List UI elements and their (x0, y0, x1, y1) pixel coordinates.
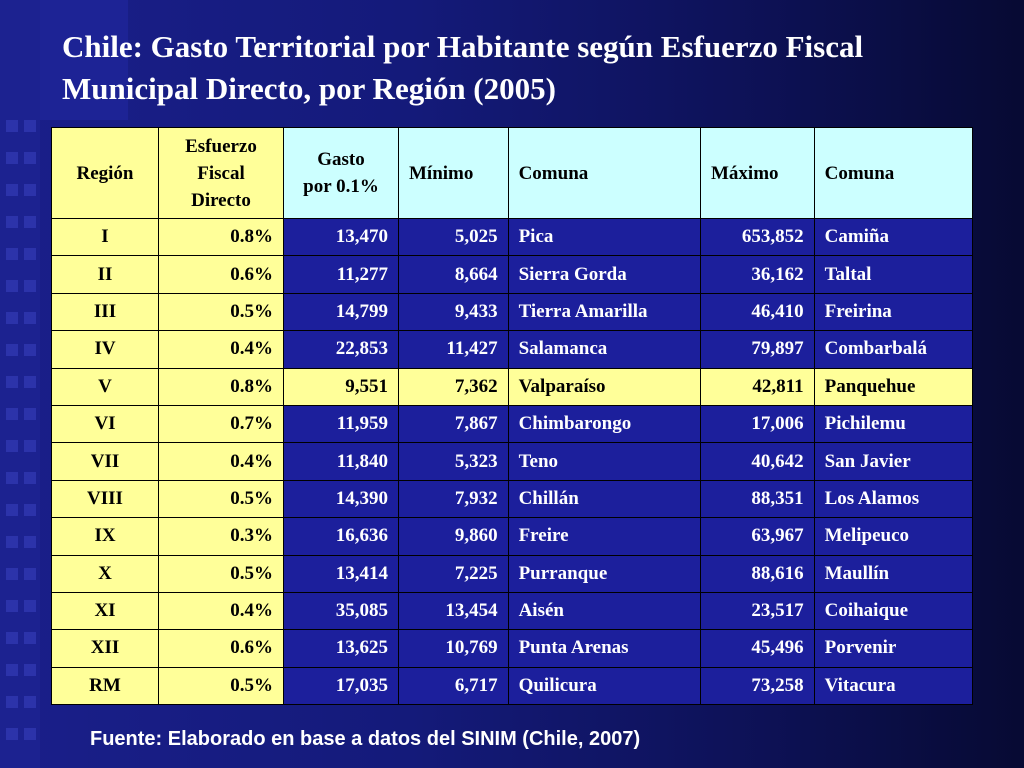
cell-esfuerzo: 0.3% (159, 518, 284, 555)
cell-region: RM (52, 667, 159, 704)
cell-region: VII (52, 443, 159, 480)
decorative-square (6, 184, 18, 196)
cell-maximo: 88,616 (700, 555, 814, 592)
decorative-square (24, 408, 36, 420)
cell-gasto: 11,959 (284, 405, 399, 442)
table-row (52, 331, 973, 368)
cell-esfuerzo: 0.4% (159, 331, 284, 368)
cell-comuna-max: Porvenir (814, 630, 972, 667)
decorative-square (24, 504, 36, 516)
cell-comuna-min: Aisén (508, 592, 700, 629)
decorative-square (6, 600, 18, 612)
cell-comuna-min: Sierra Gorda (508, 256, 700, 293)
decorative-square (24, 536, 36, 548)
cell-comuna-max: Pichilemu (814, 405, 972, 442)
table-row (52, 667, 973, 704)
cell-region: III (52, 293, 159, 330)
header-maximo: Máximo (700, 128, 814, 219)
cell-comuna-min: Punta Arenas (508, 630, 700, 667)
cell-maximo: 40,642 (700, 443, 814, 480)
cell-region: IV (52, 331, 159, 368)
cell-comuna-min: Valparaíso (508, 368, 700, 405)
header-gasto (284, 128, 399, 219)
header-esfuerzo-line3: Directo (191, 189, 251, 211)
header-region: Región (52, 128, 159, 219)
table-row (52, 256, 973, 293)
table-header (52, 128, 973, 219)
cell-gasto: 14,799 (284, 293, 399, 330)
cell-gasto: 11,277 (284, 256, 399, 293)
decorative-square (6, 152, 18, 164)
header-esfuerzo-line2: Fiscal (197, 162, 245, 184)
table-row (52, 480, 973, 517)
cell-region: IX (52, 518, 159, 555)
cell-gasto: 9,551 (284, 368, 399, 405)
table-row (52, 405, 973, 442)
cell-comuna-max: Combarbalá (814, 331, 972, 368)
table-row (52, 518, 973, 555)
cell-comuna-max: Melipeuco (814, 518, 972, 555)
header-gasto-line2: por 0.1% (303, 176, 379, 197)
cell-maximo: 45,496 (700, 630, 814, 667)
cell-minimo: 6,717 (399, 667, 509, 704)
decorative-square (24, 696, 36, 708)
cell-minimo: 7,362 (399, 368, 509, 405)
decorative-square (24, 600, 36, 612)
cell-esfuerzo: 0.6% (159, 256, 284, 293)
decorative-square (6, 440, 18, 452)
decorative-square (24, 728, 36, 740)
cell-gasto: 22,853 (284, 331, 399, 368)
cell-comuna-max: Taltal (814, 256, 972, 293)
cell-region: II (52, 256, 159, 293)
decorative-square (6, 408, 18, 420)
cell-maximo: 653,852 (700, 219, 814, 256)
table-row (52, 368, 973, 405)
table-body (52, 219, 973, 705)
cell-maximo: 36,162 (700, 256, 814, 293)
cell-esfuerzo: 0.4% (159, 592, 284, 629)
decorative-square (6, 312, 18, 324)
decorative-square (24, 568, 36, 580)
cell-gasto: 13,414 (284, 555, 399, 592)
header-comuna-min: Comuna (508, 128, 700, 219)
cell-maximo: 17,006 (700, 405, 814, 442)
decorative-square (6, 664, 18, 676)
decorative-square (24, 152, 36, 164)
cell-minimo: 11,427 (399, 331, 509, 368)
table-row (52, 219, 973, 256)
cell-region: VIII (52, 480, 159, 517)
decorative-square (6, 504, 18, 516)
cell-region: VI (52, 405, 159, 442)
decorative-square (24, 248, 36, 260)
cell-minimo: 9,433 (399, 293, 509, 330)
decorative-square (24, 120, 36, 132)
table-row (52, 592, 973, 629)
cell-minimo: 7,867 (399, 405, 509, 442)
header-gasto-line1: Gasto (317, 149, 365, 170)
cell-comuna-min: Chimbarongo (508, 405, 700, 442)
cell-minimo: 13,454 (399, 592, 509, 629)
header-esfuerzo-line1: Esfuerzo (185, 135, 257, 157)
cell-comuna-min: Teno (508, 443, 700, 480)
cell-maximo: 42,811 (700, 368, 814, 405)
cell-maximo: 46,410 (700, 293, 814, 330)
cell-comuna-max: Camiña (814, 219, 972, 256)
cell-esfuerzo: 0.5% (159, 480, 284, 517)
cell-gasto: 16,636 (284, 518, 399, 555)
cell-region: V (52, 368, 159, 405)
decorative-square (24, 280, 36, 292)
cell-gasto: 11,840 (284, 443, 399, 480)
header-esfuerzo (159, 128, 284, 219)
cell-comuna-min: Freire (508, 518, 700, 555)
decorative-square (24, 472, 36, 484)
cell-comuna-min: Pica (508, 219, 700, 256)
header-minimo: Mínimo (399, 128, 509, 219)
source-note: Fuente: Elaborado en base a datos del SINIM (Chile, 2007) (90, 728, 641, 750)
decorative-square (6, 376, 18, 388)
cell-minimo: 10,769 (399, 630, 509, 667)
data-table (51, 127, 973, 705)
cell-esfuerzo: 0.7% (159, 405, 284, 442)
cell-comuna-max: Los Alamos (814, 480, 972, 517)
cell-comuna-max: Vitacura (814, 667, 972, 704)
cell-comuna-max: Freirina (814, 293, 972, 330)
decorative-square (24, 664, 36, 676)
cell-esfuerzo: 0.8% (159, 219, 284, 256)
cell-comuna-min: Chillán (508, 480, 700, 517)
decorative-square (6, 632, 18, 644)
cell-region: I (52, 219, 159, 256)
cell-region: X (52, 555, 159, 592)
cell-minimo: 5,025 (399, 219, 509, 256)
decorative-square (6, 696, 18, 708)
table-row (52, 630, 973, 667)
decorative-square (24, 184, 36, 196)
table-row (52, 293, 973, 330)
decorative-square (24, 344, 36, 356)
cell-region: XII (52, 630, 159, 667)
header-comuna-max: Comuna (814, 128, 972, 219)
cell-esfuerzo: 0.5% (159, 555, 284, 592)
cell-minimo: 8,664 (399, 256, 509, 293)
cell-maximo: 23,517 (700, 592, 814, 629)
cell-maximo: 88,351 (700, 480, 814, 517)
header-row (52, 128, 973, 219)
decorative-square (6, 120, 18, 132)
cell-maximo: 73,258 (700, 667, 814, 704)
cell-gasto: 13,625 (284, 630, 399, 667)
cell-comuna-max: Coihaique (814, 592, 972, 629)
cell-maximo: 63,967 (700, 518, 814, 555)
cell-minimo: 5,323 (399, 443, 509, 480)
table-row (52, 555, 973, 592)
cell-region: XI (52, 592, 159, 629)
cell-comuna-max: Maullín (814, 555, 972, 592)
cell-comuna-max: Panquehue (814, 368, 972, 405)
cell-gasto: 13,470 (284, 219, 399, 256)
cell-esfuerzo: 0.5% (159, 667, 284, 704)
decorative-square (6, 344, 18, 356)
cell-comuna-min: Quilicura (508, 667, 700, 704)
decorative-square (24, 632, 36, 644)
cell-esfuerzo: 0.4% (159, 443, 284, 480)
cell-esfuerzo: 0.6% (159, 630, 284, 667)
cell-gasto: 35,085 (284, 592, 399, 629)
decorative-square (6, 248, 18, 260)
slide-title: Chile: Gasto Territorial por Habitante según Esfuerzo Fiscal Municipal Directo, por Región (2005) (62, 29, 864, 106)
cell-maximo: 79,897 (700, 331, 814, 368)
cell-gasto: 14,390 (284, 480, 399, 517)
cell-esfuerzo: 0.8% (159, 368, 284, 405)
decorative-square (24, 312, 36, 324)
cell-comuna-max: San Javier (814, 443, 972, 480)
cell-gasto: 17,035 (284, 667, 399, 704)
decorative-square (24, 440, 36, 452)
decorative-square (6, 216, 18, 228)
cell-minimo: 9,860 (399, 518, 509, 555)
table-row (52, 443, 973, 480)
cell-esfuerzo: 0.5% (159, 293, 284, 330)
cell-minimo: 7,225 (399, 555, 509, 592)
cell-minimo: 7,932 (399, 480, 509, 517)
decorative-square (6, 728, 18, 740)
cell-comuna-min: Purranque (508, 555, 700, 592)
decorative-square (24, 376, 36, 388)
decorative-square (6, 280, 18, 292)
decorative-square (6, 536, 18, 548)
cell-comuna-min: Salamanca (508, 331, 700, 368)
cell-comuna-min: Tierra Amarilla (508, 293, 700, 330)
decorative-square (6, 568, 18, 580)
decorative-square (6, 472, 18, 484)
decorative-square (24, 216, 36, 228)
decorative-square-strip (0, 0, 40, 768)
